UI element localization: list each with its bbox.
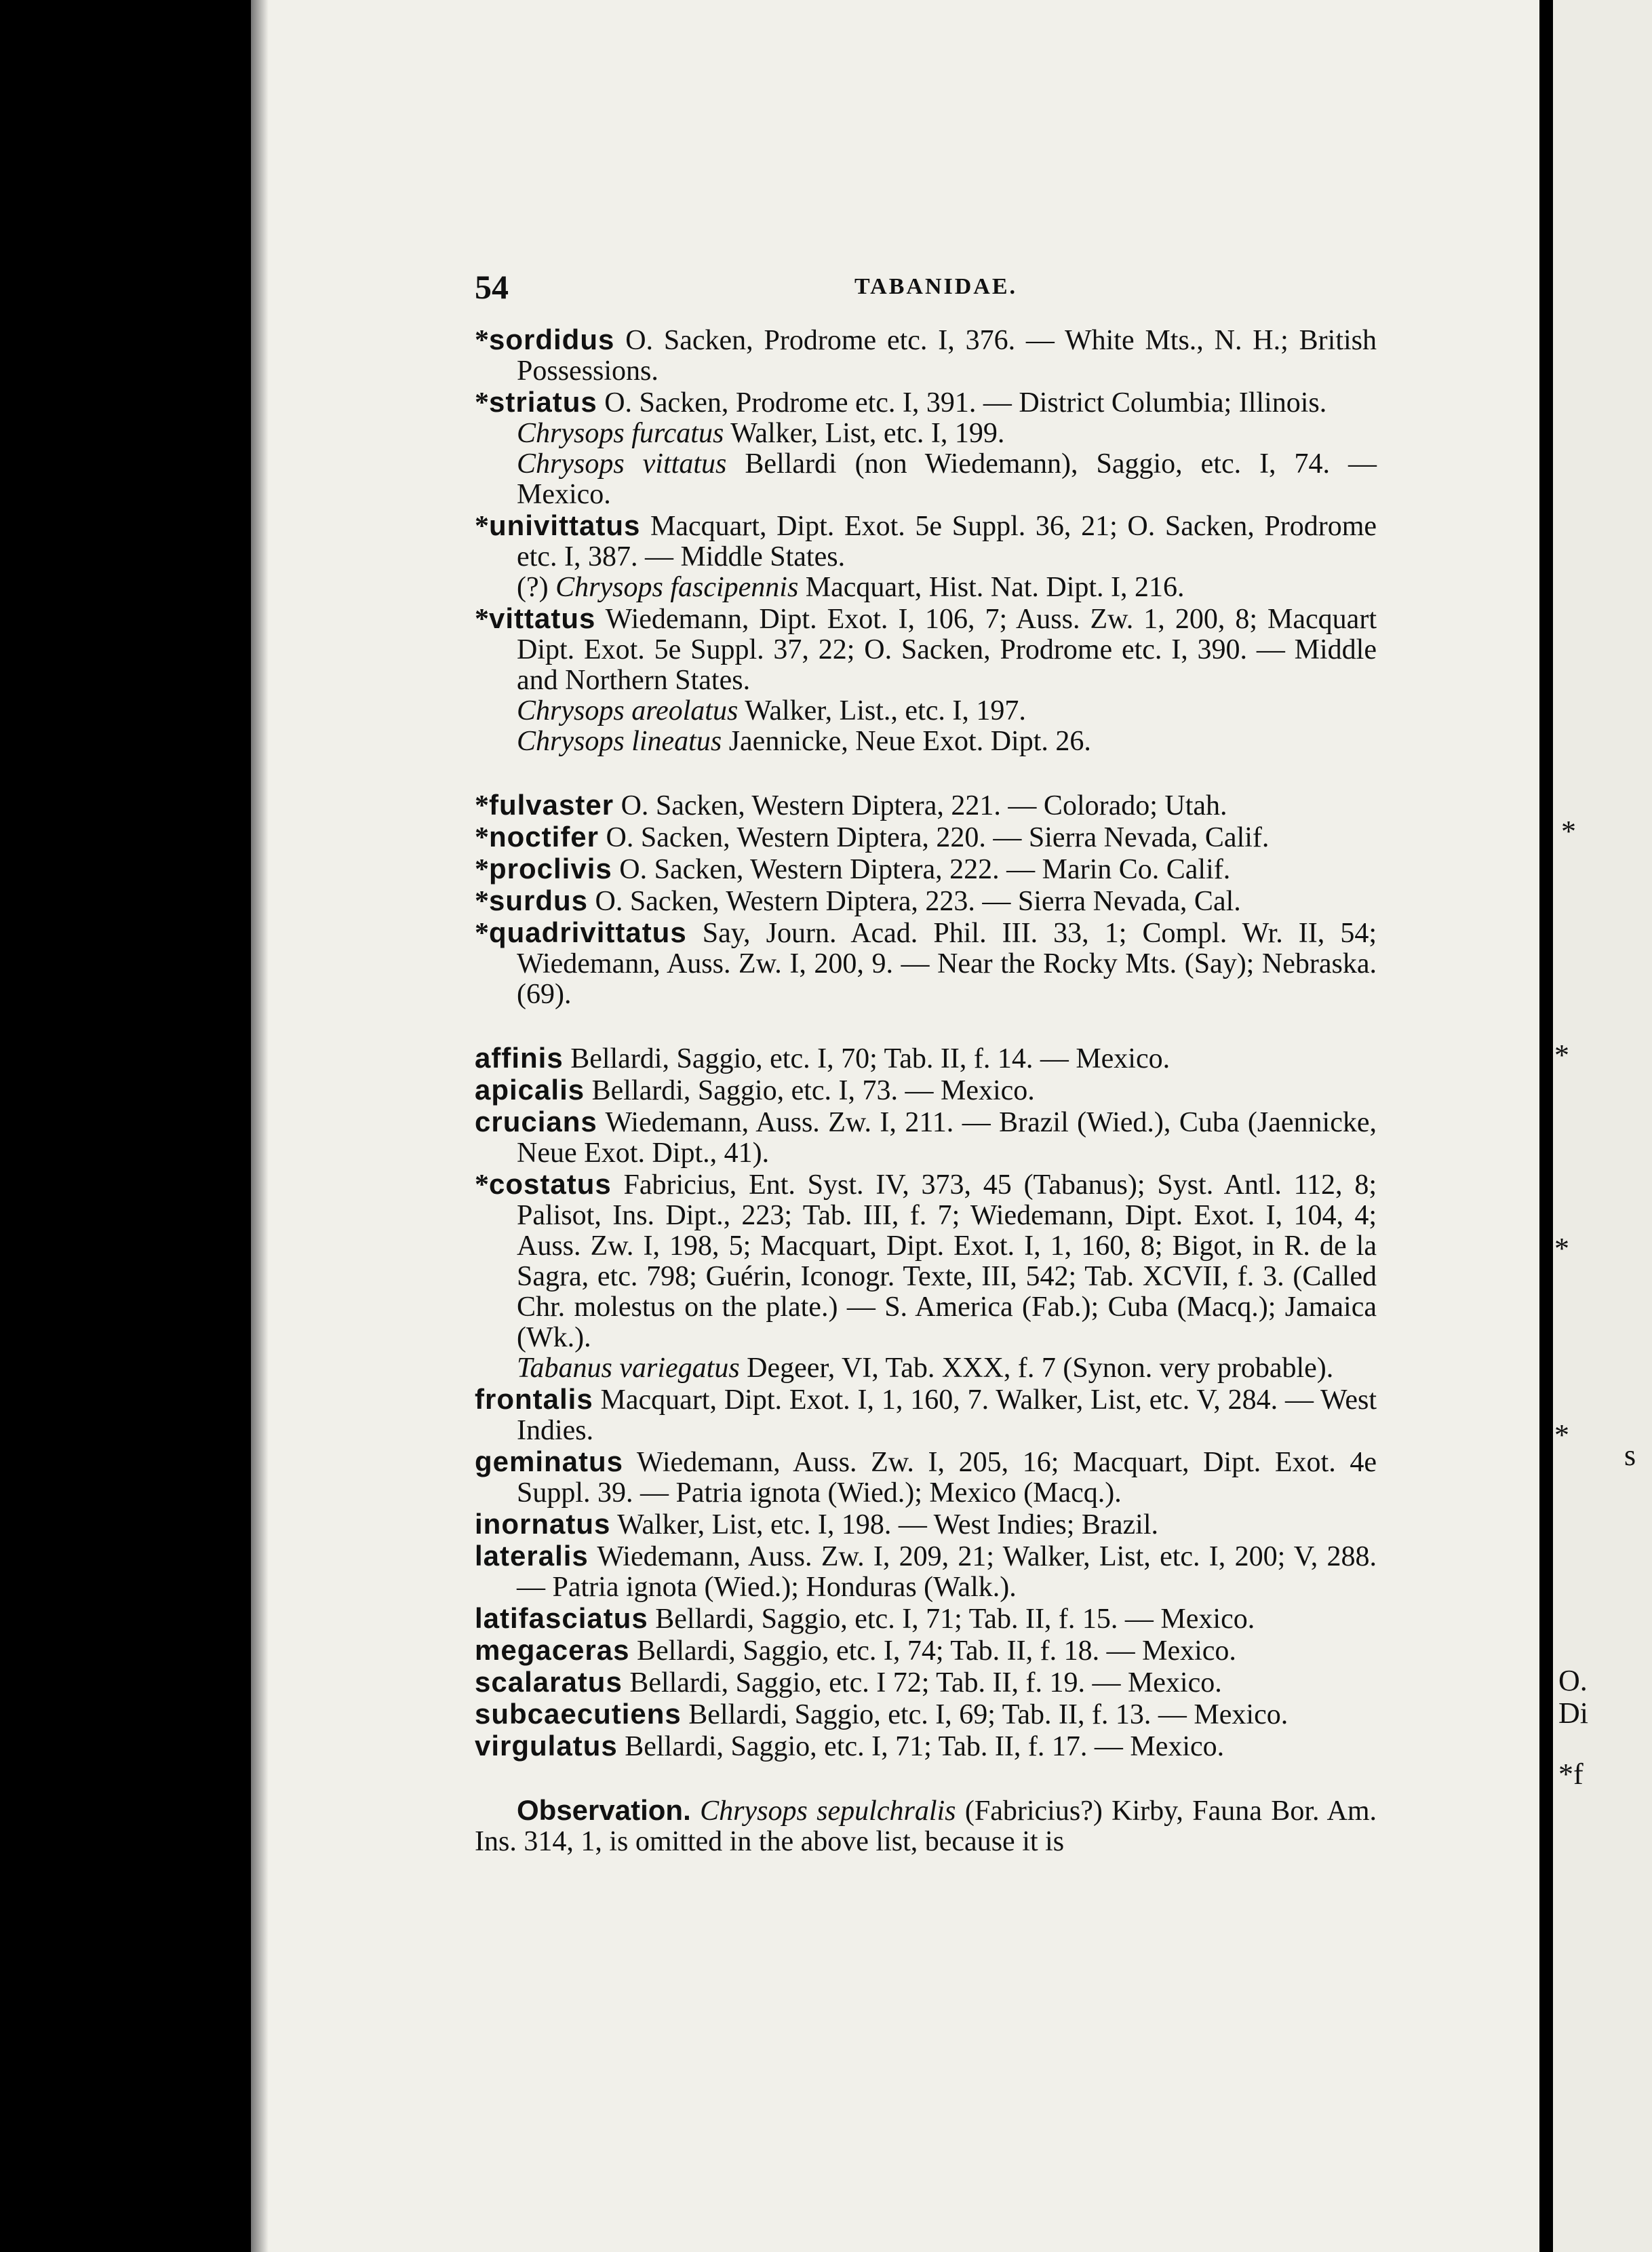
species-entry bbox=[475, 1667, 1377, 1698]
citation-text: Wiedemann, Auss. Zw. I, 209, 21; Walker, List, etc. I, 200; V, 288. — Patria ignota (Wied.); Honduras (Walk.). bbox=[517, 1541, 1377, 1603]
citation-text: Wiedemann, Auss. Zw. I, 205, 16; Macquart, Dipt. Exot. 4e Suppl. 39. — Patria ignota (Wied.); Mexico (Macq.). bbox=[517, 1447, 1377, 1509]
species-name: megaceras bbox=[475, 1634, 630, 1666]
species-entry bbox=[475, 1603, 1377, 1635]
running-head: TABANIDAE. bbox=[854, 274, 1018, 299]
species-name: subcaecutiens bbox=[475, 1698, 682, 1730]
citation-text: Walker, List, etc. I, 198. — West Indies; Brazil. bbox=[617, 1509, 1159, 1540]
citation-text: Bellardi, Saggio, etc. I, 71; Tab. II, f. 17. — Mexico. bbox=[625, 1731, 1225, 1762]
synonym-entry bbox=[475, 449, 1377, 510]
citation-text: Bellardi, Saggio, etc. I, 69; Tab. II, f. 13. — Mexico. bbox=[688, 1699, 1289, 1730]
species-name: sordidus bbox=[489, 324, 615, 355]
north-american-mark: * bbox=[475, 511, 489, 542]
citation-text: Macquart, Dipt. Exot. I, 1, 160, 7. Walker, List, etc. V, 284. — West Indies. bbox=[517, 1384, 1377, 1446]
citation-text: Wiedemann, Dipt. Exot. I, 106, 7; Auss. Zw. 1, 200, 8; Macquart Dipt. Exot. 5e Suppl. 37, 22; O. Sacken, Prodrome etc. I, 390. — Middle and Northern States. bbox=[517, 604, 1377, 696]
query-mark: (?) bbox=[517, 572, 549, 603]
synonym-name: Tabanus variegatus bbox=[517, 1353, 740, 1384]
citation-text: Bellardi, Saggio, etc. I, 73. — Mexico. bbox=[591, 1075, 1035, 1106]
group-separator bbox=[475, 1762, 1377, 1795]
citation-text: O. Sacken, Western Diptera, 220. — Sierra Nevada, Calif. bbox=[606, 822, 1270, 853]
observation-species: Chrysops sepulchralis bbox=[700, 1795, 956, 1827]
synonym-entry bbox=[475, 696, 1377, 726]
observation-label: Observation. bbox=[517, 1794, 691, 1826]
facing-page-fragment: Di bbox=[1558, 1696, 1588, 1730]
citation-text: Bellardi (non Wiedemann), Saggio, etc. I, 74. — Mexico. bbox=[517, 448, 1377, 510]
north-american-mark: * bbox=[475, 325, 489, 356]
facing-page-fragment: s bbox=[1624, 1439, 1636, 1472]
species-name: noctifer bbox=[489, 821, 599, 853]
species-name: univittatus bbox=[489, 509, 641, 541]
synonym-entry bbox=[475, 419, 1377, 449]
citation-text: Jaennicke, Neue Exot. Dipt. 26. bbox=[728, 726, 1091, 757]
north-american-mark: * bbox=[475, 918, 489, 949]
species-name: apicalis bbox=[475, 1074, 585, 1106]
species-name: surdus bbox=[489, 885, 589, 916]
facing-page-fragment: *f bbox=[1558, 1758, 1584, 1791]
citation-text: Fabricius, Ent. Syst. IV, 373, 45 (Tabanus); Syst. Antl. 112, 8; Palisot, Ins. Dipt., 223; Tab. III, f. 7; Wiedemann, Dipt. Exot. I, 104, 4; Auss. Zw. I, 198, 5; Macquart, Dipt. Exot. I, 1, 160, 8; Bigot, in R. de la Sagra, etc. 798; Guérin, Iconogr. Texte, III, 542; Tab. XCVII, f. 3. (Called Chr. molestus on the plate.) — S. America (Fab.); Cuba (Macq.); Jamaica (Wk.). bbox=[517, 1169, 1377, 1353]
citation-text: Macquart, Hist. Nat. Dipt. I, 216. bbox=[805, 572, 1185, 603]
species-entry bbox=[475, 1384, 1377, 1446]
species-name: striatus bbox=[489, 386, 597, 418]
species-entry bbox=[475, 1106, 1377, 1169]
species-name: costatus bbox=[489, 1168, 612, 1200]
species-entry bbox=[475, 853, 1377, 885]
citation-text: O. Sacken, Western Diptera, 222. — Marin Co. Calif. bbox=[619, 854, 1231, 885]
species-name: virgulatus bbox=[475, 1730, 618, 1762]
synonym-name: Chrysops fascipennis bbox=[555, 572, 799, 603]
citation-text: Degeer, VI, Tab. XXX, f. 7 (Synon. very probable). bbox=[747, 1353, 1334, 1384]
page-header bbox=[475, 267, 1377, 308]
synonym-name: Chrysops furcatus bbox=[517, 418, 724, 449]
north-american-mark: * bbox=[475, 1169, 489, 1201]
species-entry bbox=[475, 603, 1377, 696]
citation-text: Bellardi, Saggio, etc. I, 70; Tab. II, f. 14. — Mexico. bbox=[570, 1043, 1171, 1074]
citation-text: Macquart, Dipt. Exot. 5e Suppl. 36, 21; O. Sacken, Prodrome etc. I, 387. — Middle States. bbox=[517, 511, 1377, 572]
species-entry bbox=[475, 1043, 1377, 1074]
citation-text: Bellardi, Saggio, etc. I, 71; Tab. II, f. 15. — Mexico. bbox=[655, 1604, 1255, 1635]
species-entry bbox=[475, 1509, 1377, 1540]
synonym-name: Chrysops vittatus bbox=[517, 448, 727, 480]
species-entry bbox=[475, 1635, 1377, 1667]
page-gutter-shadow bbox=[251, 0, 269, 2252]
observation-text: (Fabricius?) Kirby, Fauna Bor. Am. Ins. 314, 1, is omitted in the above list, because it is bbox=[475, 1795, 1377, 1857]
north-american-mark: * bbox=[475, 854, 489, 885]
citation-text: O. Sacken, Prodrome etc. I, 376. — White Mts., N. H.; British Possessions. bbox=[517, 325, 1377, 387]
north-american-mark: * bbox=[475, 604, 489, 635]
species-name: geminatus bbox=[475, 1445, 624, 1477]
species-name: fulvaster bbox=[489, 789, 614, 821]
species-name: proclivis bbox=[489, 853, 612, 885]
citation-text: O. Sacken, Western Diptera, 221. — Colorado; Utah. bbox=[621, 790, 1227, 821]
facing-page-fragment: O. bbox=[1558, 1664, 1588, 1697]
synonym-entry bbox=[475, 1353, 1377, 1384]
north-american-mark: * bbox=[475, 387, 489, 419]
synonym-entry bbox=[475, 572, 1377, 603]
species-name: lateralis bbox=[475, 1540, 589, 1572]
facing-page-fragment: * bbox=[1561, 815, 1576, 848]
species-entry bbox=[475, 1540, 1377, 1603]
facing-page bbox=[1553, 0, 1652, 2252]
species-entry bbox=[475, 387, 1377, 419]
synonym-name: Chrysops areolatus bbox=[517, 695, 739, 726]
citation-text: O. Sacken, Prodrome etc. I, 391. — District Columbia; Illinois. bbox=[604, 387, 1327, 419]
species-name: latifasciatus bbox=[475, 1602, 648, 1634]
species-entry bbox=[475, 1730, 1377, 1762]
species-entry bbox=[475, 1446, 1377, 1509]
citation-text: Bellardi, Saggio, etc. I, 74; Tab. II, f. 18. — Mexico. bbox=[637, 1635, 1236, 1667]
citation-text: Wiedemann, Auss. Zw. I, 211. — Brazil (Wied.), Cuba (Jaennicke, Neue Exot. Dipt., 41). bbox=[517, 1107, 1377, 1169]
facing-page-fragment: * bbox=[1554, 1232, 1569, 1265]
north-american-mark: * bbox=[475, 790, 489, 821]
species-entry bbox=[475, 1698, 1377, 1730]
species-entry bbox=[475, 1169, 1377, 1353]
north-american-mark: * bbox=[475, 886, 489, 917]
species-name: scalaratus bbox=[475, 1666, 623, 1698]
species-name: vittatus bbox=[489, 602, 596, 634]
species-entry bbox=[475, 510, 1377, 572]
observation-paragraph bbox=[475, 1795, 1377, 1857]
citation-text: O. Sacken, Western Diptera, 223. — Sierra Nevada, Cal. bbox=[595, 886, 1241, 917]
group-separator bbox=[475, 1010, 1377, 1043]
species-entry bbox=[475, 790, 1377, 821]
species-entry bbox=[475, 821, 1377, 853]
citation-text: Walker, List, etc. I, 199. bbox=[730, 418, 1005, 449]
species-list bbox=[475, 324, 1377, 1857]
group-separator bbox=[475, 757, 1377, 790]
species-entry bbox=[475, 324, 1377, 387]
species-name: crucians bbox=[475, 1106, 597, 1138]
species-entry bbox=[475, 1074, 1377, 1106]
species-name: affinis bbox=[475, 1042, 564, 1074]
species-name: inornatus bbox=[475, 1508, 611, 1540]
citation-text: Say, Journ. Acad. Phil. III. 33, 1; Compl. Wr. II, 54; Wiedemann, Auss. Zw. I, 200, 9. — Near the Rocky Mts. (Say); Nebraska. (69). bbox=[517, 918, 1377, 1010]
synonym-entry bbox=[475, 726, 1377, 757]
north-american-mark: * bbox=[475, 822, 489, 853]
citation-text: Walker, List., etc. I, 197. bbox=[745, 695, 1026, 726]
species-entry bbox=[475, 917, 1377, 1010]
facing-page-fragment: * bbox=[1554, 1038, 1569, 1072]
citation-text: Bellardi, Saggio, etc. I 72; Tab. II, f. 19. — Mexico. bbox=[629, 1667, 1222, 1698]
species-name: frontalis bbox=[475, 1383, 593, 1415]
species-entry bbox=[475, 885, 1377, 917]
species-name: quadrivittatus bbox=[489, 916, 687, 948]
facing-page-fragment: * bbox=[1554, 1418, 1569, 1452]
page-number: 54 bbox=[475, 268, 509, 306]
synonym-name: Chrysops lineatus bbox=[517, 726, 722, 757]
